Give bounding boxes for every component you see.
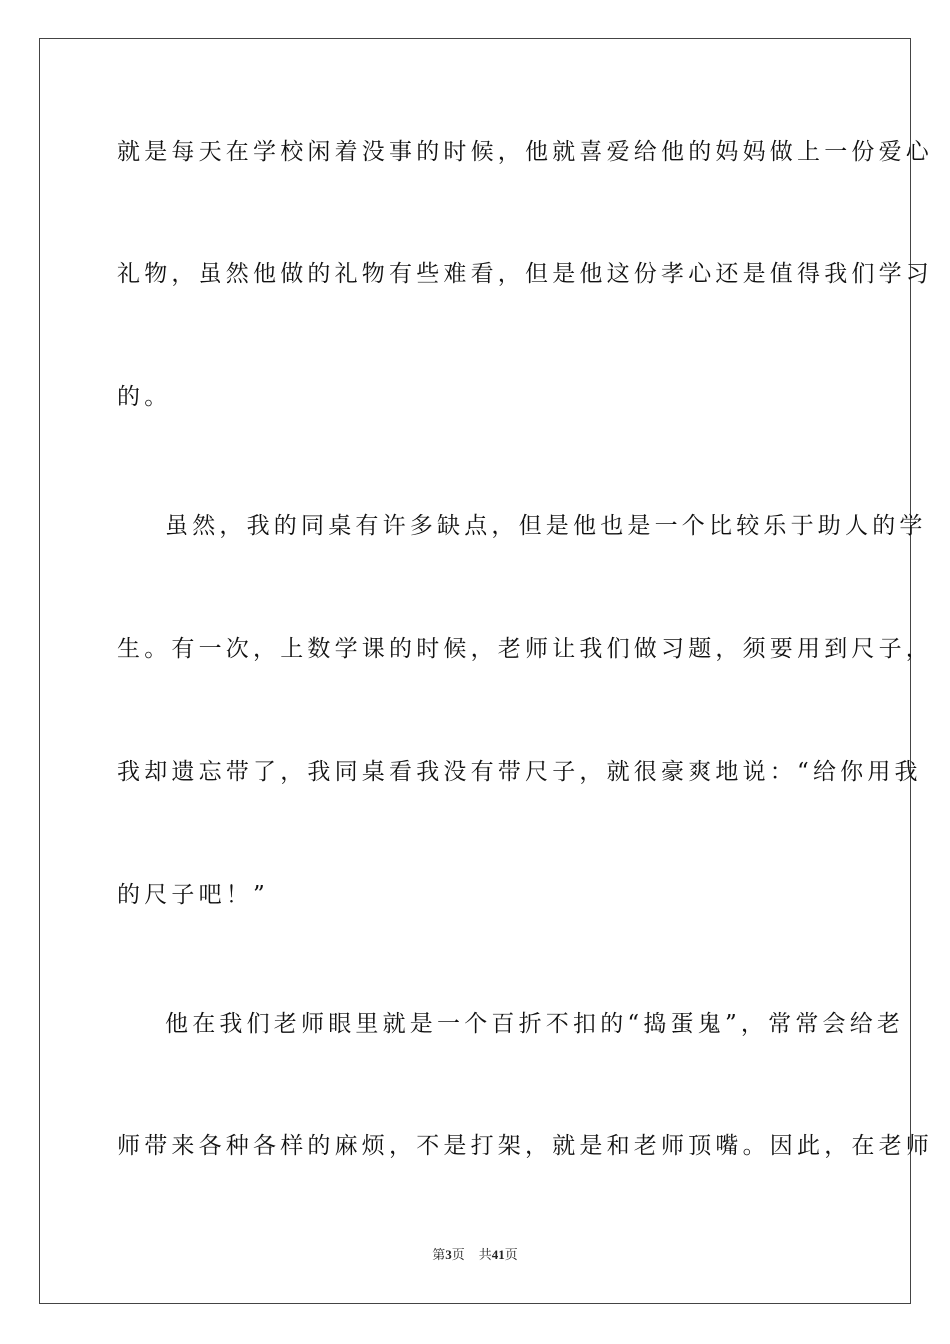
paragraph-line: 礼物，虽然他做的礼物有些难看，但是他这份孝心还是值得我们学习 xyxy=(117,261,933,287)
paragraph-line: 他在我们老师眼里就是一个百折不扣的“捣蛋鬼”，常常会给老 xyxy=(165,1011,905,1037)
total-pages: 41 xyxy=(491,1247,505,1262)
page-footer xyxy=(0,1246,950,1265)
paragraph-line: 的尺子吧！” xyxy=(117,882,269,908)
total-suffix: 页 xyxy=(504,1248,518,1263)
page-prefix: 第 xyxy=(432,1248,446,1263)
paragraph-line: 虽然，我的同桌有许多缺点，但是他也是一个比较乐于助人的学 xyxy=(165,513,927,539)
total-prefix: 共 xyxy=(478,1248,492,1263)
page-border xyxy=(39,38,933,1304)
page-suffix: 页 xyxy=(451,1248,465,1263)
paragraph-line: 的。 xyxy=(117,384,172,410)
paragraph-line: 我却遗忘带了，我同桌看我没有带尺子，就很豪爽地说：“给你用我 xyxy=(117,759,922,785)
paragraph-line: 就是每天在学校闲着没事的时候，他就喜爱给他的妈妈做上一份爱心 xyxy=(117,139,933,165)
paragraph-line: 生。有一次，上数学课的时候，老师让我们做习题，须要用到尺子， xyxy=(117,636,933,662)
page-number: 3 xyxy=(445,1247,452,1262)
paragraph-line: 师带来各种各样的麻烦，不是打架，就是和老师顶嘴。因此，在老师 xyxy=(117,1133,933,1159)
